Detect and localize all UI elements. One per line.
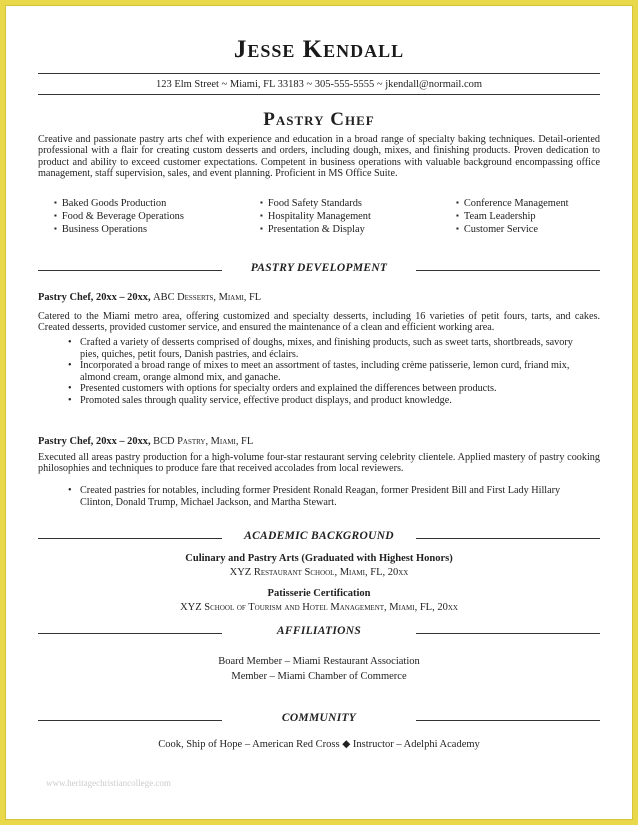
section-rule-right — [416, 270, 600, 271]
skills-column-2 — [260, 198, 371, 236]
list-item: • Promoted sales through quality service, effective product displays, and product knowledge. — [68, 395, 582, 407]
job1-bullets — [68, 337, 582, 406]
affiliation-2: Member – Miami Chamber of Commerce — [231, 671, 407, 682]
school-1: XYZ Restaurant School, Miami, FL, 20xx — [229, 567, 409, 578]
skill-item: ▪ Customer Service — [456, 224, 569, 237]
list-item: • Crafted a variety of desserts comprised of doughs, mixes, and finishing products, such as sweet tarts, shortbreads, savory pies, quiches, petit fours, Danish pastries, and éclairs. — [68, 337, 582, 360]
section-rule-right — [416, 538, 600, 539]
candidate-name: Jesse Kendall — [233, 36, 405, 63]
job1-description: Catered to the Miami metro area, offering customized and specialty desserts, including 16 varieties of petit fours, tarts, and cakes. Created desserts, provided customer service, and ensured the maintenance of a clean and efficient working area. — [38, 311, 600, 334]
section-rule-left — [38, 538, 222, 539]
job2-employer: BCD Pastry, Miami, FL — [153, 436, 254, 447]
skill-item: ▪ Baked Goods Production — [54, 198, 184, 211]
list-item: • Incorporated a broad range of mixes to meet an assortment of tastes, including crème patisserie, lemon curd, friand mix, almond cream, orange almond mix, and ganache. — [68, 360, 582, 383]
community-line: Cook, Ship of Hope – American Red Cross ◆ Instructor – Adelphi Academy — [158, 739, 480, 750]
degree-2: Patisserie Certification — [267, 588, 371, 599]
job1-role: Pastry Chef, 20xx – 20xx, — [38, 292, 151, 303]
job1-employer: ABC Desserts, Miami, FL — [153, 292, 262, 303]
resume-page — [6, 6, 632, 819]
list-item: • Presented customers with options for specialty orders and explained the differences between products. — [68, 383, 582, 395]
professional-summary: Creative and passionate pastry arts chef with experience and education in a broad range of specialty baking techniques. Detail-oriented professional with a flair for creating custom desserts and orders, including dough, mixes, and finishing products. Proven dedication to product and ability to exceed customer expectations. Competent in business operations with valuable background encompassing office management, staff supervision, sales, and event planning. Proficient in MS Office Suite. — [38, 134, 600, 180]
section-rule-left — [38, 270, 222, 271]
skills-column-3 — [456, 198, 569, 236]
section-rule-left — [38, 633, 222, 634]
section-heading-community: COMMUNITY — [281, 712, 357, 724]
section-heading-academic: ACADEMIC BACKGROUND — [244, 530, 394, 542]
skill-item: ▪ Presentation & Display — [260, 224, 371, 237]
job2-bullets — [68, 485, 582, 508]
skill-item: ▪ Business Operations — [54, 224, 184, 237]
section-heading-affiliations: AFFILIATIONS — [276, 625, 362, 637]
job2-header — [38, 436, 253, 447]
section-rule-left — [38, 720, 222, 721]
school-2: XYZ School of Tourism and Hotel Management, Miami, FL, 20xx — [180, 602, 458, 613]
section-rule-right — [416, 720, 600, 721]
affiliation-1: Board Member – Miami Restaurant Association — [218, 656, 420, 667]
skill-item: ▪ Food Safety Standards — [260, 198, 371, 211]
job2-description: Executed all areas pastry production for a high-volume four-star restaurant serving celebrity clientele. Applied mastery of pastry cooking philosophies and techniques to produce fare that received accolades from local reviewers. — [38, 452, 600, 475]
skill-item: ▪ Food & Beverage Operations — [54, 211, 184, 224]
header-rule-bottom — [38, 94, 600, 95]
header-rule-top — [38, 73, 600, 74]
skill-item: ▪ Team Leadership — [456, 211, 569, 224]
watermark-text: www.heritagechristiancollege.com — [46, 778, 171, 788]
section-heading-development: PASTRY DEVELOPMENT — [250, 262, 388, 274]
section-rule-right — [416, 633, 600, 634]
job1-header — [38, 292, 261, 303]
list-item: • Created pastries for notables, including former President Ronald Reagan, former President Bill and First Lady Hillary Clinton, Donald Trump, Michael Jackson, and Martha Stewart. — [68, 485, 582, 508]
skills-column-1 — [54, 198, 184, 236]
degree-1: Culinary and Pastry Arts (Graduated with Highest Honors) — [185, 553, 453, 564]
skill-item: ▪ Hospitality Management — [260, 211, 371, 224]
contact-info: 123 Elm Street ~ Miami, FL 33183 ~ 305-555-5555 ~ jkendall@normail.com — [155, 79, 483, 90]
job-title: Pastry Chef — [263, 109, 375, 130]
skill-item: ▪ Conference Management — [456, 198, 569, 211]
job2-role: Pastry Chef, 20xx – 20xx, — [38, 436, 151, 447]
